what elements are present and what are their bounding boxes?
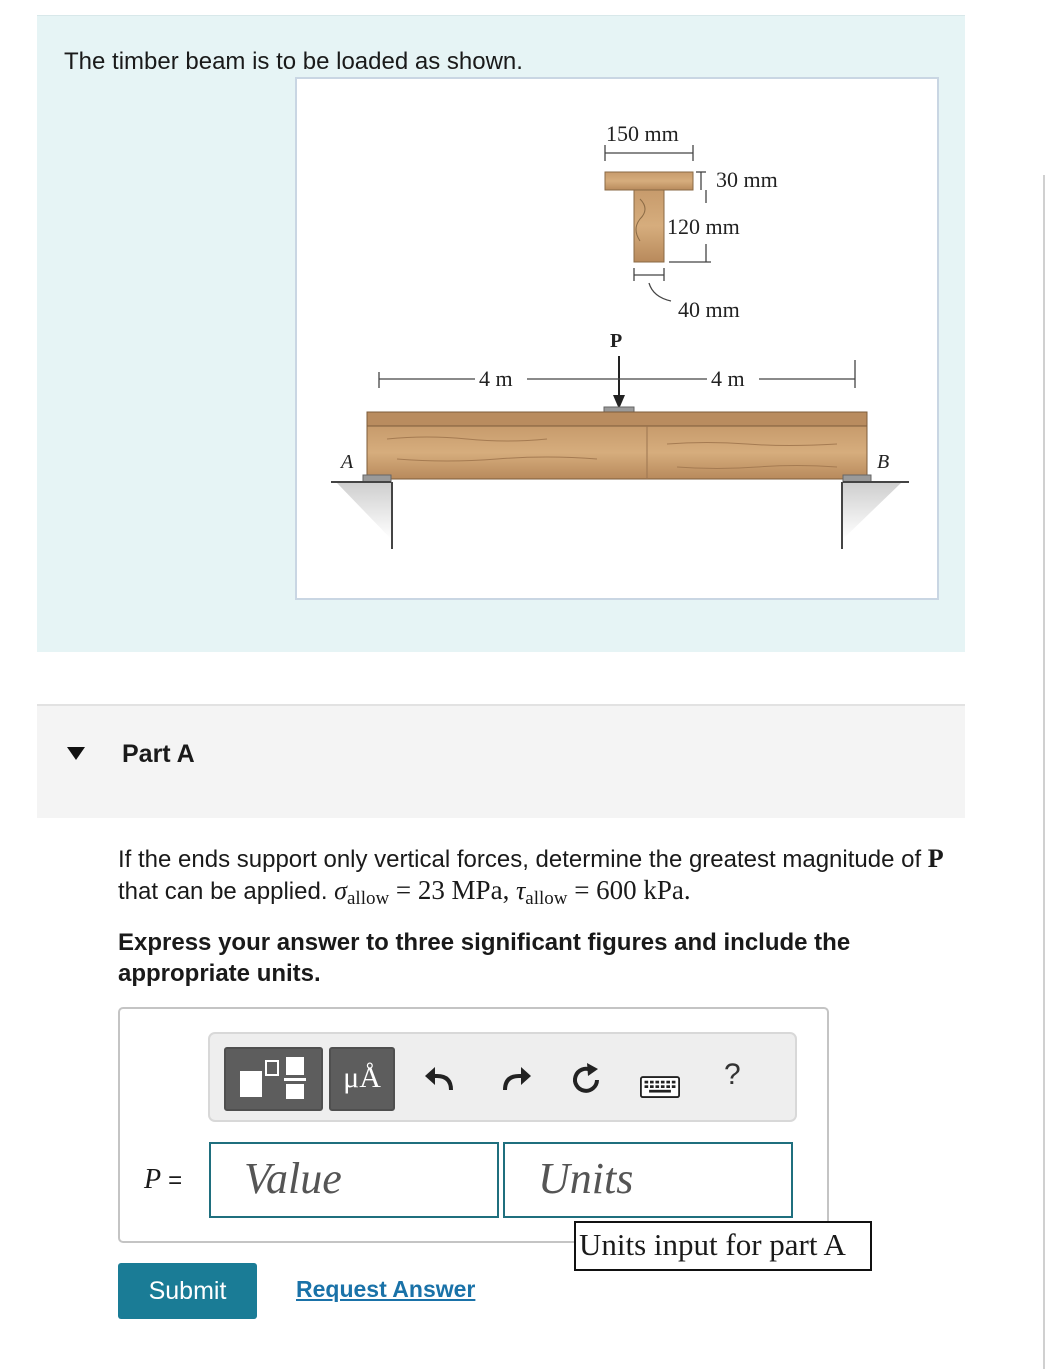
support-a <box>331 475 392 549</box>
scroll-divider <box>1043 175 1045 1369</box>
sigma-unit: MPa <box>451 875 503 905</box>
keyboard-icon[interactable] <box>640 1068 680 1108</box>
math-toolbar <box>208 1032 797 1122</box>
beam-figure <box>295 77 939 600</box>
answer-variable-label <box>144 1164 182 1196</box>
support-b <box>842 475 909 549</box>
problem-intro: The timber beam is to be loaded as shown. <box>64 48 523 75</box>
problem-panel <box>37 15 965 652</box>
dim-web-width: 40 mm <box>678 297 740 322</box>
sigma-symbol: σ <box>334 876 347 905</box>
part-a-title: Part A <box>122 740 195 768</box>
units-button[interactable]: μÅ <box>329 1047 395 1111</box>
sigma-subscript: allow <box>347 888 390 909</box>
submit-button[interactable]: Submit <box>118 1263 257 1319</box>
collapse-caret-icon[interactable] <box>67 747 85 760</box>
question-text-mid: that can be applied. <box>118 878 328 905</box>
answer-variable: P <box>144 1164 162 1195</box>
support-a-label: A <box>341 451 354 473</box>
help-button[interactable]: ? <box>724 1058 741 1091</box>
tau-unit: kPa <box>643 875 684 905</box>
sigma-value: = 23 <box>395 875 445 905</box>
tau-symbol: τ <box>515 876 526 905</box>
request-answer-link[interactable]: Request Answer <box>296 1276 476 1302</box>
tau-subscript: allow <box>525 888 568 909</box>
dim-flange-thickness: 30 mm <box>716 167 778 192</box>
timber-beam <box>367 412 867 479</box>
value-input[interactable]: Value <box>209 1142 499 1218</box>
span-left-label: 4 m <box>479 366 513 391</box>
dim-web-depth: 120 mm <box>667 214 740 239</box>
span-right-label: 4 m <box>711 366 745 391</box>
templates-button[interactable] <box>224 1047 323 1111</box>
units-input[interactable]: Units <box>503 1142 793 1218</box>
beam-figure-drawing <box>297 79 937 598</box>
undo-icon[interactable] <box>421 1060 461 1100</box>
support-b-label: B <box>877 451 890 473</box>
question-text: If the ends support only vertical forces, determine the greatest magnitude of P that can be applied. $\sigma_{allow} = 23$ MPa, $\tau_{allow} = 600$ kPa. <box>118 844 944 909</box>
units-input-tooltip: Units input for part A <box>574 1221 872 1271</box>
answer-instruction: Express your answer to three significant figures and include the appropriate units. <box>118 929 851 987</box>
question-text-start: If the ends support only vertical forces, determine the greatest magnitude of <box>118 846 922 873</box>
templates-icon <box>226 1049 321 1109</box>
reset-icon[interactable] <box>567 1060 607 1100</box>
question-variable: P <box>927 844 944 873</box>
part-a-header[interactable] <box>37 704 965 818</box>
answer-equals: = <box>168 1167 183 1194</box>
redo-icon[interactable] <box>495 1060 535 1100</box>
tau-value: = 600 <box>574 875 637 905</box>
answer-box <box>118 1007 829 1243</box>
dim-flange-width: 150 mm <box>606 121 679 146</box>
load-label: P <box>610 330 623 352</box>
